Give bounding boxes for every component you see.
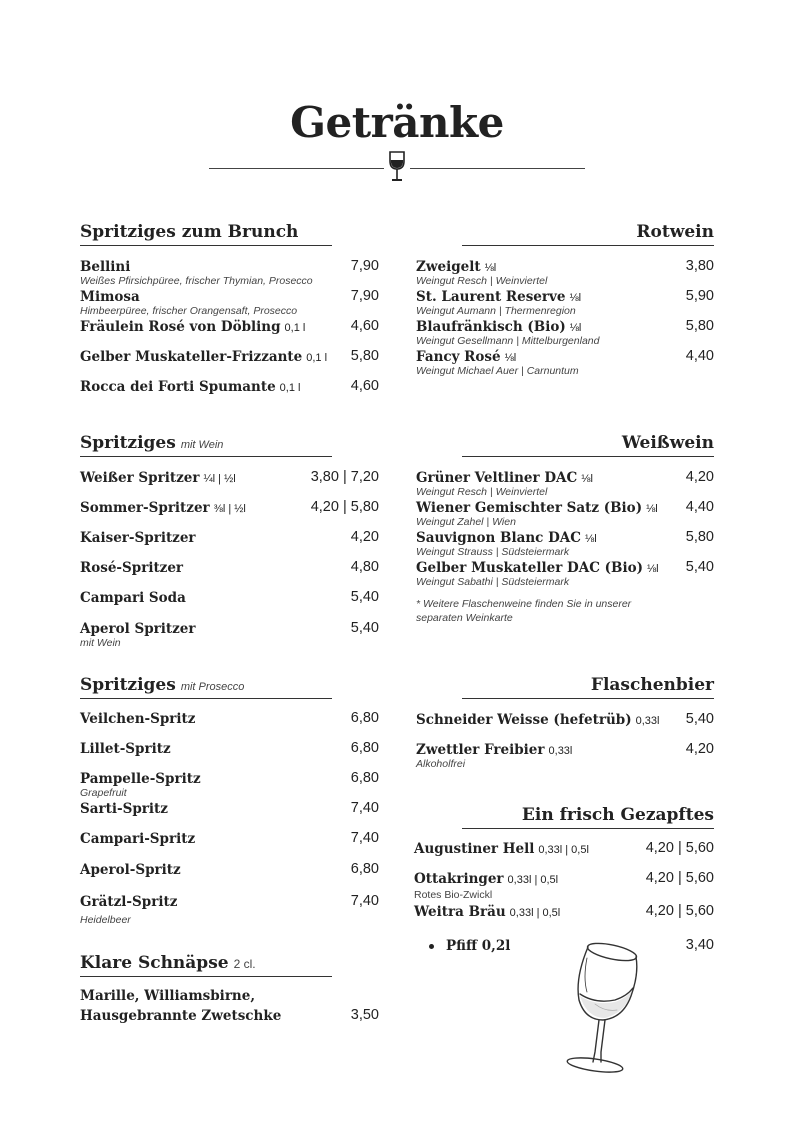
menu-item: Grüner Veltliner DAC ⅛l Weingut Resch | Weinviertel [416, 470, 593, 498]
menu-item: St. Laurent Reserve ⅛l Weingut Aumann | Thermenregion [416, 289, 582, 317]
menu-item: Gelber Muskateller-Frizzante 0,1 l [80, 349, 328, 365]
menu-item: Pampelle-Spritz Grapefruit [80, 771, 201, 799]
wine-glass-illustration [555, 938, 655, 1078]
item-price: 3,80 [685, 258, 714, 274]
menu-item: Ottakringer 0,33l | 0,5l Rotes Bio-Zwickl [414, 871, 559, 901]
menu-item: Bellini Weißes Pfirsichpüree, frischer Thymian, Prosecco [80, 259, 313, 287]
menu-item: Mimosa Himbeerpüree, frischer Orangensaft, Prosecco [80, 289, 298, 317]
item-price: 5,80 [685, 318, 714, 334]
wine-glass-icon [387, 150, 407, 184]
menu-item: Campari-Spritz [80, 831, 196, 847]
item-price: 4,40 [685, 348, 714, 364]
menu-item: Rocca dei Forti Spumante 0,1 l [80, 379, 301, 395]
item-price: 5,40 [685, 559, 714, 575]
item-price: 4,40 [685, 499, 714, 515]
item-price: 5,40 [350, 589, 379, 605]
item-price: 5,40 [685, 711, 714, 727]
menu-item: Lillet-Spritz [80, 741, 171, 757]
menu-item: Fancy Rosé ⅛l Weingut Michael Auer | Carnuntum [416, 349, 579, 377]
section-heading-schnaps: Klare Schnäpse 2 cl. [80, 953, 332, 977]
item-price: 6,80 [350, 710, 379, 726]
menu-item: Gelber Muskateller DAC (Bio) ⅛l Weingut Sabathi | Südsteiermark [416, 560, 659, 588]
item-price: 7,90 [350, 258, 379, 274]
item-price: 4,20 [350, 529, 379, 545]
menu-item: Grätzl-Spritz Heidelbeer [80, 894, 178, 926]
item-price: 4,20 | 5,60 [645, 840, 714, 856]
menu-item: Aperol Spritzer mit Wein [80, 621, 196, 649]
menu-item: Augustiner Hell 0,33l | 0,5l [414, 841, 589, 857]
item-price: 6,80 [350, 770, 379, 786]
section-heading-rotwein: Rotwein [462, 222, 714, 246]
item-price: 7,40 [350, 800, 379, 816]
item-price: 5,80 [685, 529, 714, 545]
menu-item: Schneider Weisse (hefetrüb) 0,33l [416, 712, 660, 728]
menu-item: Blaufränkisch (Bio) ⅛l Weingut Gesellmann | Mittelburgenland [416, 319, 600, 347]
title-divider-right [410, 168, 585, 169]
item-price: 7,90 [350, 288, 379, 304]
item-price: 7,40 [350, 830, 379, 846]
menu-item: Zwettler Freibier 0,33l Alkoholfrei [416, 742, 573, 770]
menu-item: Marille, Williamsbirne, Hausgebrannte Zwetschke [80, 988, 282, 1024]
item-price: 4,60 [350, 318, 379, 334]
item-price: 4,20 [685, 469, 714, 485]
item-price: 3,50 [350, 1007, 379, 1023]
menu-item: Weißer Spritzer ¼l | ½l [80, 470, 236, 486]
section-heading-weisswein: Weißwein [462, 433, 714, 457]
section-heading-brunch: Spritziges zum Brunch [80, 222, 332, 246]
list-bullet [429, 944, 434, 949]
menu-item: Veilchen-Spritz [80, 711, 196, 727]
section-heading-flaschenbier: Flaschenbier [462, 675, 714, 699]
page-title: Getränke [290, 98, 504, 147]
menu-item: Sarti-Spritz [80, 801, 168, 817]
item-price: 5,40 [350, 620, 379, 636]
menu-item: Zweigelt ⅛l Weingut Resch | Weinviertel [416, 259, 548, 287]
menu-item: Pfiff 0,2l [446, 938, 511, 954]
item-price: 5,90 [685, 288, 714, 304]
menu-item: Rosé-Spritzer [80, 560, 184, 576]
menu-item: Kaiser-Spritzer [80, 530, 196, 546]
menu-item: Weitra Bräu 0,33l | 0,5l [414, 904, 561, 920]
item-price: 7,40 [350, 893, 379, 909]
section-heading-spritz-prosecco: Spritziges mit Prosecco [80, 675, 332, 699]
section-heading-spritz-wein: Spritziges mit Wein [80, 433, 332, 457]
menu-item: Fräulein Rosé von Döbling 0,1 l [80, 319, 306, 335]
menu-item: Campari Soda [80, 590, 186, 606]
menu-item: Wiener Gemischter Satz (Bio) ⅛l Weingut Zahel | Wien [416, 500, 658, 528]
item-price: 4,20 | 5,60 [645, 903, 714, 919]
item-price: 4,20 [685, 741, 714, 757]
item-price: 3,80 | 7,20 [310, 469, 379, 485]
item-price: 6,80 [350, 740, 379, 756]
title-divider-left [209, 168, 384, 169]
item-price: 4,80 [350, 559, 379, 575]
item-price: 4,60 [350, 378, 379, 394]
item-price: 3,40 [685, 937, 714, 953]
menu-item: Sauvignon Blanc DAC ⅛l Weingut Strauss | Südsteiermark [416, 530, 597, 558]
section-heading-gezapft: Ein frisch Gezapftes [462, 805, 714, 829]
wine-list-note: * Weitere Flaschenweine finden Sie in unserer separaten Weinkarte [416, 598, 632, 624]
item-price: 6,80 [350, 861, 379, 877]
item-price: 4,20 | 5,60 [645, 870, 714, 886]
menu-item: Aperol-Spritz [80, 862, 181, 878]
menu-item: Sommer-Spritzer ⅜l | ½l [80, 500, 246, 516]
item-price: 5,80 [350, 348, 379, 364]
item-price: 4,20 | 5,80 [310, 499, 379, 515]
